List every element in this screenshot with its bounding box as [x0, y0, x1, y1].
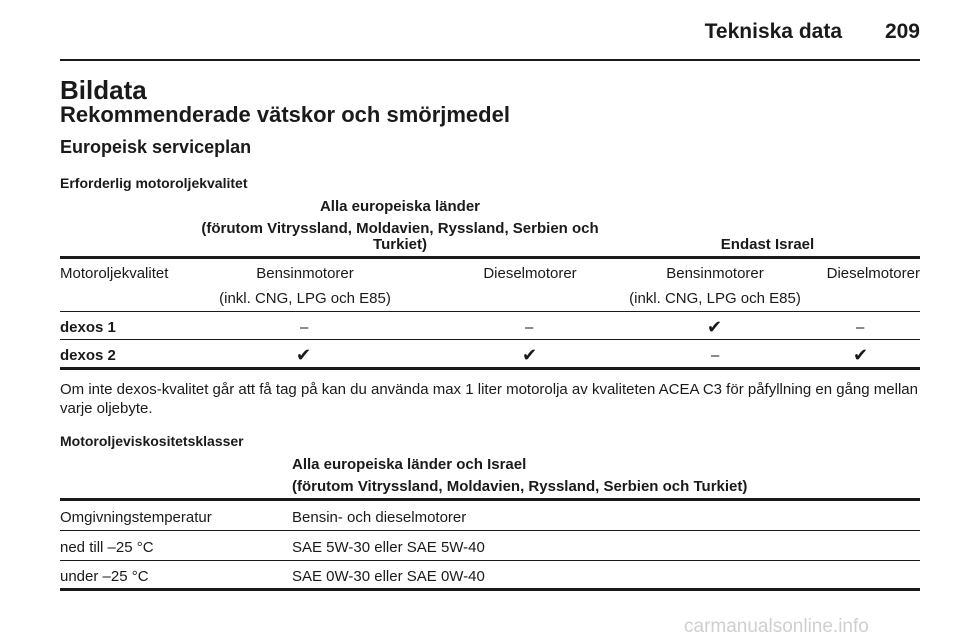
sub-petrol-europe: (inkl. CNG, LPG och E85) [219, 290, 391, 307]
heading-oil-quality: Erforderlig motoroljekvalitet [60, 175, 248, 191]
col-ambient-temperature: Omgivningstemperatur [60, 509, 212, 526]
col-engines: Bensin- och dieselmotorer [292, 509, 467, 526]
watermark: carmanualsonline.info [684, 616, 869, 637]
col-diesel-israel: Dieselmotorer [826, 265, 920, 282]
cell-dexos1-diesel-europe: – [525, 319, 534, 336]
heading-bildata: Bildata [60, 75, 147, 105]
cell-dexos2-petrol-israel: – [711, 347, 720, 364]
temp-row-1: ned till –25 °C [60, 539, 154, 556]
table-rule [60, 560, 920, 561]
group-europe-israel-exceptions: (förutom Vitryssland, Moldavien, Ryssland, Serbien och Turkiet) [292, 478, 748, 495]
cell-dexos1-diesel-israel: – [856, 319, 865, 336]
page-number: 209 [884, 20, 920, 43]
row-dexos-2: dexos 2 [60, 347, 116, 364]
col-petrol-europe: Bensinmotorer [256, 265, 354, 282]
table-rule [60, 367, 920, 370]
group-all-europe-exceptions-2: Turkiet) [373, 236, 427, 253]
temp-row-2: under –25 °C [60, 568, 149, 585]
heading-viscosity: Motoroljeviskositetsklasser [60, 433, 244, 449]
col-petrol-israel: Bensinmotorer [666, 265, 764, 282]
manual-page [60, 0, 920, 642]
heading-fluids: Rekommenderade vätskor och smörjmedel [60, 102, 510, 127]
header-rule [60, 59, 920, 61]
group-europe-israel: Alla europeiska länder och Israel [292, 456, 527, 473]
col-oil-quality: Motoroljekvalitet [60, 265, 169, 282]
col-diesel-europe: Dieselmotorer [483, 265, 577, 282]
cell-dexos1-petrol-israel: ✔ [707, 317, 723, 337]
sub-petrol-israel: (inkl. CNG, LPG och E85) [629, 290, 801, 307]
header-title: Tekniska data [704, 20, 842, 43]
cell-dexos2-petrol-europe: ✔ [296, 345, 312, 365]
table-rule [60, 311, 920, 312]
table-rule [60, 256, 920, 259]
group-israel-only: Endast Israel [720, 236, 815, 253]
heading-service-plan: Europeisk serviceplan [60, 137, 252, 157]
group-all-europe: Alla europeiska länder [319, 198, 481, 215]
table-rule [60, 498, 920, 501]
oil-row-1: SAE 5W-30 eller SAE 5W-40 [292, 539, 485, 556]
table-rule [60, 588, 920, 591]
table-rule [60, 530, 920, 531]
group-all-europe-exceptions: (förutom Vitryssland, Moldavien, Ryssland, Serbien och [201, 220, 599, 237]
oil-row-2: SAE 0W-30 eller SAE 0W-40 [292, 568, 485, 585]
cell-dexos2-diesel-europe: ✔ [522, 345, 538, 365]
cell-dexos1-petrol-europe: – [300, 319, 309, 336]
cell-dexos2-diesel-israel: ✔ [853, 345, 869, 365]
dexos-note: Om inte dexos-kvalitet går att få tag på kan du använda max 1 liter motorolja av kvaliteten ACEA C3 för påfyllning en gång mellan varje oljebyte. [60, 381, 918, 417]
row-dexos-1: dexos 1 [60, 319, 116, 336]
table-rule [60, 339, 920, 340]
page-header [60, 14, 920, 58]
